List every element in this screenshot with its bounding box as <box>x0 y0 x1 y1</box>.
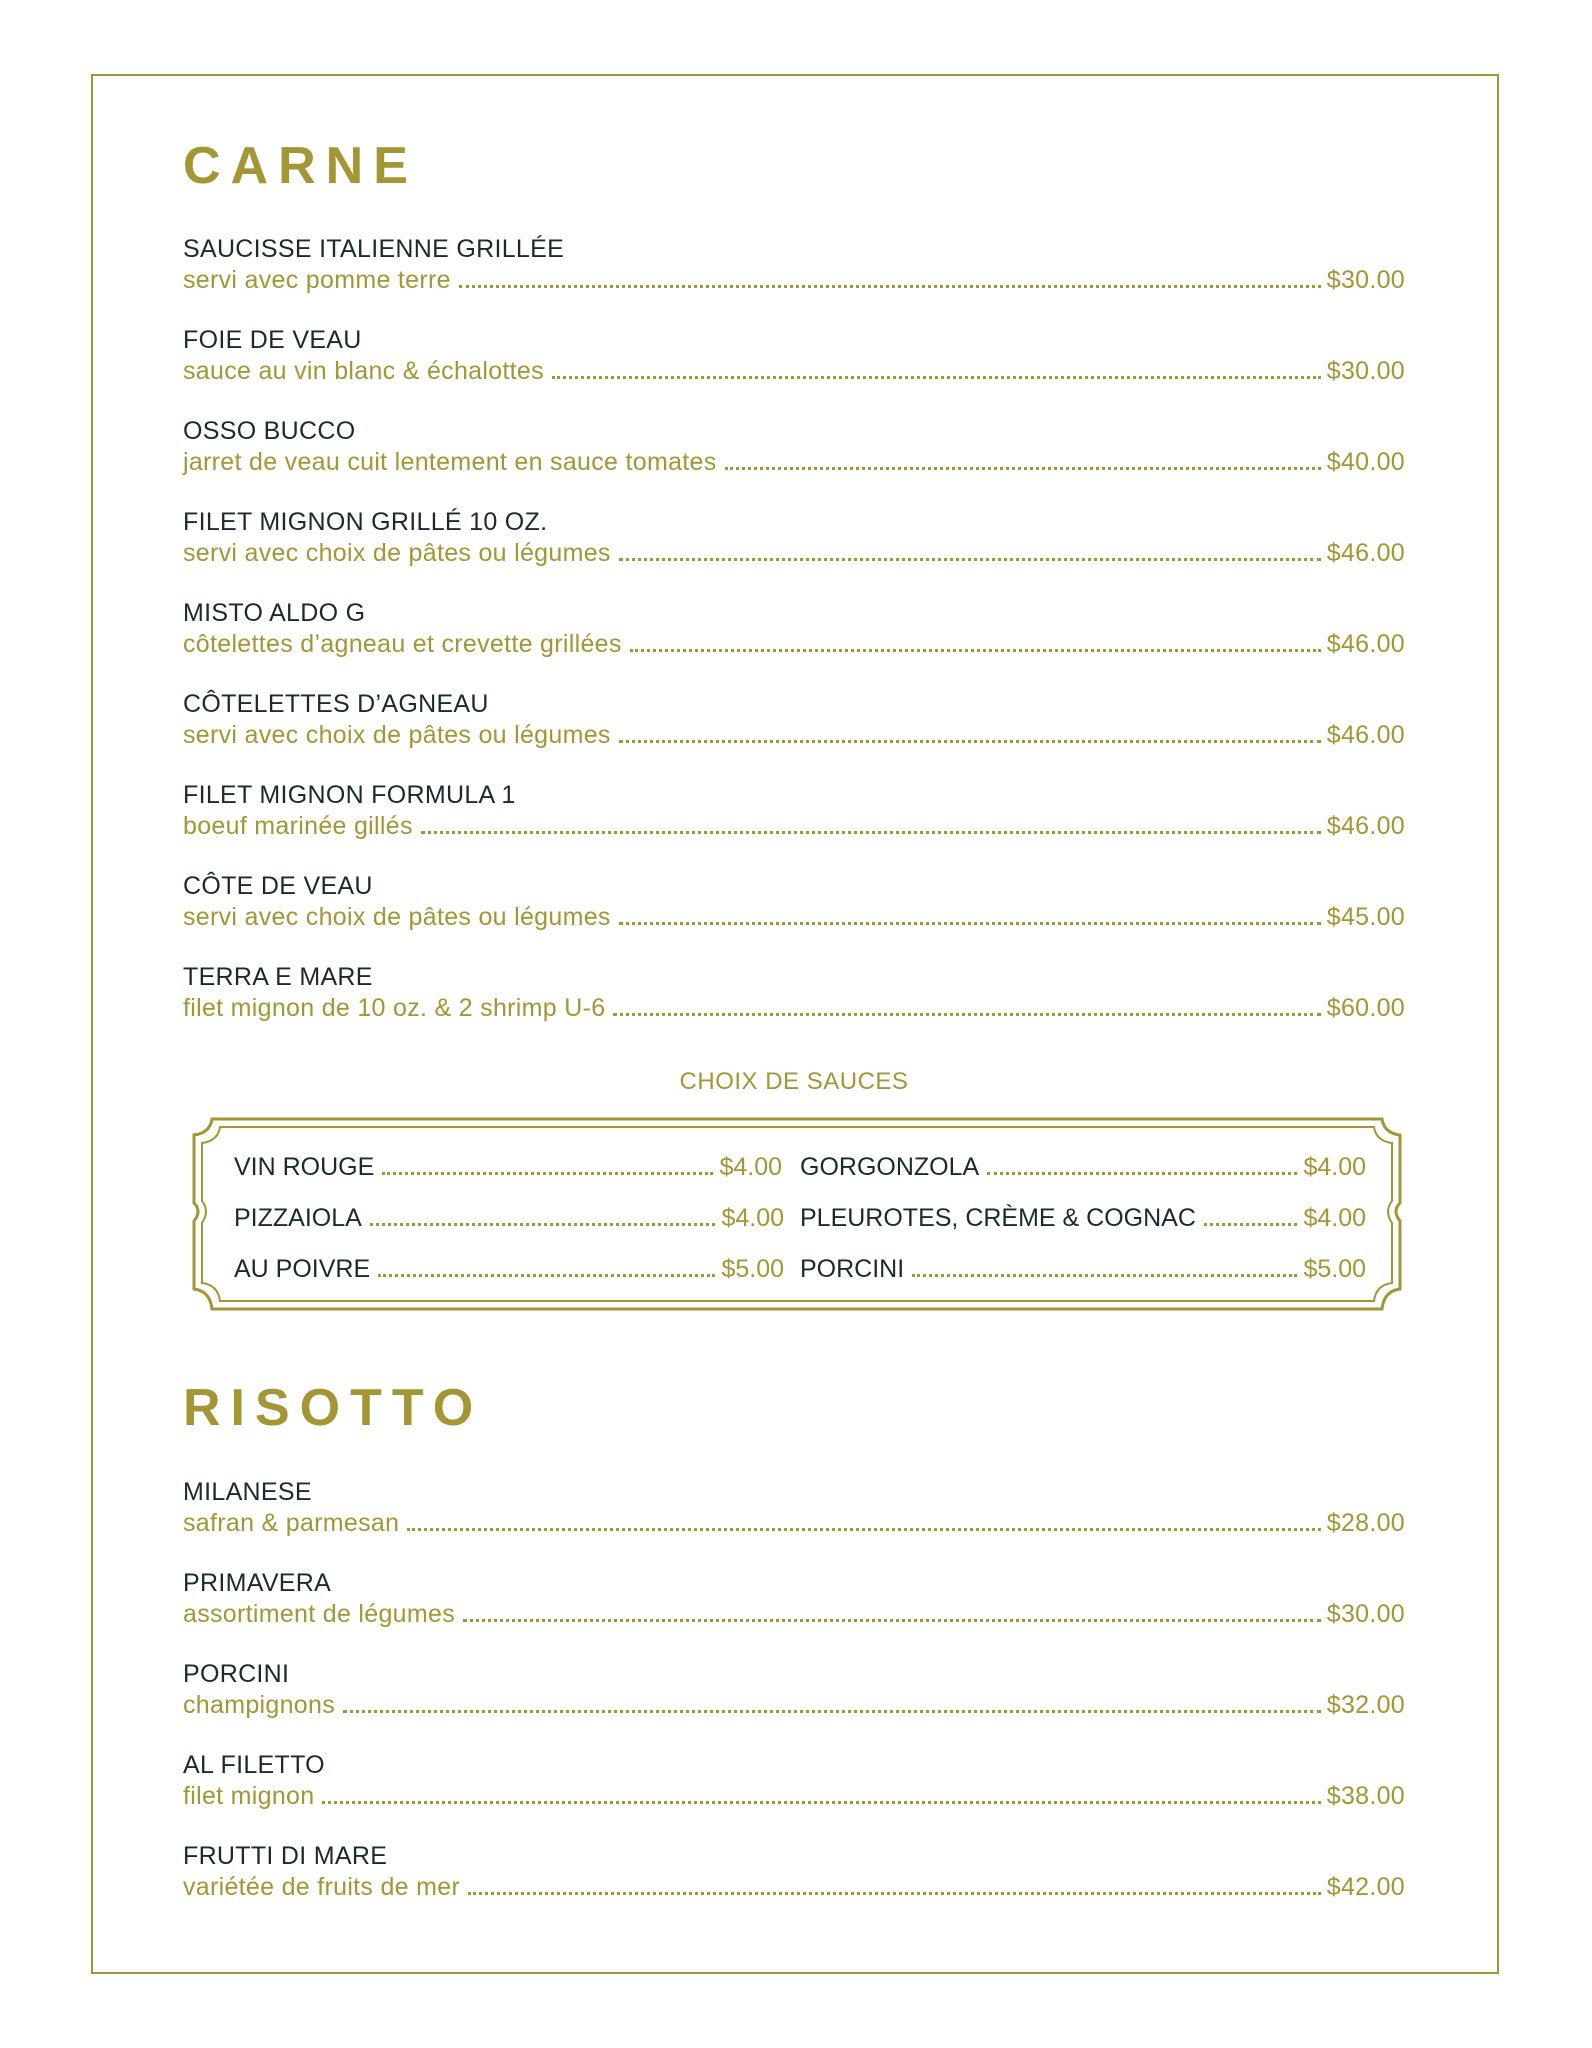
menu-item-description: servi avec choix de pâtes ou légumes <box>183 903 611 931</box>
menu-item-name: FILET MIGNON GRILLÉ 10 OZ. <box>183 508 548 536</box>
menu-item <box>183 1659 1405 1725</box>
menu-item <box>183 1568 1405 1634</box>
dot-leader <box>468 1892 1321 1895</box>
menu-item-description: côtelettes d’agneau et crevette grillées <box>183 630 622 658</box>
dot-leader <box>619 558 1321 561</box>
sauce-name: PORCINI <box>800 1255 905 1283</box>
dot-leader <box>378 1274 715 1277</box>
sauce-name: PIZZAIOLA <box>234 1204 362 1232</box>
sauce-item <box>800 1253 1366 1285</box>
menu-item-price: $30.00 <box>1326 1600 1405 1628</box>
menu-item-description: champignons <box>183 1691 336 1719</box>
menu-item-description: assortiment de légumes <box>183 1600 456 1628</box>
dot-leader <box>421 831 1321 834</box>
menu-item-name: OSSO BUCCO <box>183 417 356 445</box>
dot-leader <box>322 1801 1320 1804</box>
dot-leader <box>725 467 1321 470</box>
dot-leader <box>407 1528 1320 1531</box>
sauce-item <box>234 1202 784 1234</box>
dot-leader <box>1204 1223 1298 1226</box>
menu-item-name: FOIE DE VEAU <box>183 326 362 354</box>
menu-item-description: servi avec choix de pâtes ou légumes <box>183 539 611 567</box>
dot-leader <box>630 649 1321 652</box>
dot-leader <box>370 1223 716 1226</box>
menu-item-price: $32.00 <box>1326 1691 1405 1719</box>
menu-item-description: boeuf marinée gillés <box>183 812 413 840</box>
dot-leader <box>619 922 1321 925</box>
menu-item-description: jarret de veau cuit lentement en sauce tomates <box>183 448 717 476</box>
dot-leader <box>382 1172 713 1175</box>
menu-item <box>183 871 1405 937</box>
sauce-item <box>800 1151 1366 1183</box>
menu-item-price: $30.00 <box>1326 357 1405 385</box>
section-title-risotto: RISOTTO <box>183 1379 484 1437</box>
menu-item-name: FILET MIGNON FORMULA 1 <box>183 781 516 809</box>
menu-item-name: PRIMAVERA <box>183 1569 332 1597</box>
dot-leader <box>987 1172 1297 1175</box>
menu-item <box>183 416 1405 482</box>
menu-item-price: $46.00 <box>1326 630 1405 658</box>
menu-item <box>183 962 1405 1028</box>
menu-item-price: $45.00 <box>1326 903 1405 931</box>
sauce-price: $5.00 <box>1303 1255 1366 1283</box>
menu-item-name: CÔTE DE VEAU <box>183 872 373 900</box>
menu-item-name: MILANESE <box>183 1478 312 1506</box>
dot-leader <box>613 1013 1320 1016</box>
dot-leader <box>459 285 1321 288</box>
section-title-carne: CARNE <box>183 137 418 195</box>
menu-item <box>183 1750 1405 1816</box>
sauce-price: $4.00 <box>1303 1204 1366 1232</box>
dot-leader <box>619 740 1321 743</box>
sauce-item <box>234 1151 782 1183</box>
menu-item-name: AL FILETTO <box>183 1751 325 1779</box>
menu-item-price: $60.00 <box>1326 994 1405 1022</box>
menu-item <box>183 507 1405 573</box>
menu-item-description: filet mignon de 10 oz. & 2 shrimp U-6 <box>183 994 606 1022</box>
menu-item-description: filet mignon <box>183 1782 315 1810</box>
menu-item-name: TERRA E MARE <box>183 963 373 991</box>
menu-item-name: MISTO ALDO G <box>183 599 366 627</box>
menu-item-price: $38.00 <box>1326 1782 1405 1810</box>
dot-leader <box>343 1710 1321 1713</box>
sauce-name: GORGONZOLA <box>800 1153 980 1181</box>
sauce-name: VIN ROUGE <box>234 1153 375 1181</box>
sauce-price: $4.00 <box>719 1153 782 1181</box>
menu-item-price: $46.00 <box>1326 812 1405 840</box>
menu-item-price: $46.00 <box>1326 539 1405 567</box>
menu-item-price: $30.00 <box>1326 266 1405 294</box>
menu-item-price: $46.00 <box>1326 721 1405 749</box>
menu-item-description: servi avec choix de pâtes ou légumes <box>183 721 611 749</box>
menu-item <box>183 689 1405 755</box>
sauce-item <box>234 1253 784 1285</box>
sauces-heading: CHOIX DE SAUCES <box>679 1068 909 1095</box>
dot-leader <box>463 1619 1321 1622</box>
sauce-item <box>800 1202 1366 1234</box>
menu-item-name: FRUTTI DI MARE <box>183 1842 388 1870</box>
sauce-price: $5.00 <box>721 1255 784 1283</box>
menu-item <box>183 325 1405 391</box>
menu-item-description: sauce au vin blanc & échalottes <box>183 357 544 385</box>
sauces-box <box>188 1117 1406 1313</box>
menu-item <box>183 598 1405 664</box>
sauce-name: PLEUROTES, CRÈME & COGNAC <box>800 1204 1196 1232</box>
menu-item-name: PORCINI <box>183 1660 290 1688</box>
menu-item-price: $28.00 <box>1326 1509 1405 1537</box>
menu-item <box>183 234 1405 300</box>
dot-leader <box>912 1274 1297 1277</box>
menu-item-name: CÔTELETTES D’AGNEAU <box>183 690 489 718</box>
dot-leader <box>552 376 1321 379</box>
menu-item-name: SAUCISSE ITALIENNE GRILLÉE <box>183 235 565 263</box>
sauce-name: AU POIVRE <box>234 1255 371 1283</box>
menu-item-description: servi avec pomme terre <box>183 266 451 294</box>
menu-item-description: variétée de fruits de mer <box>183 1873 461 1901</box>
sauce-price: $4.00 <box>1303 1153 1366 1181</box>
menu-item-price: $40.00 <box>1326 448 1405 476</box>
menu-item-price: $42.00 <box>1326 1873 1405 1901</box>
menu-item <box>183 780 1405 846</box>
menu-item <box>183 1841 1405 1907</box>
menu-item-description: safran & parmesan <box>183 1509 400 1537</box>
sauce-price: $4.00 <box>721 1204 784 1232</box>
menu-item <box>183 1477 1405 1543</box>
